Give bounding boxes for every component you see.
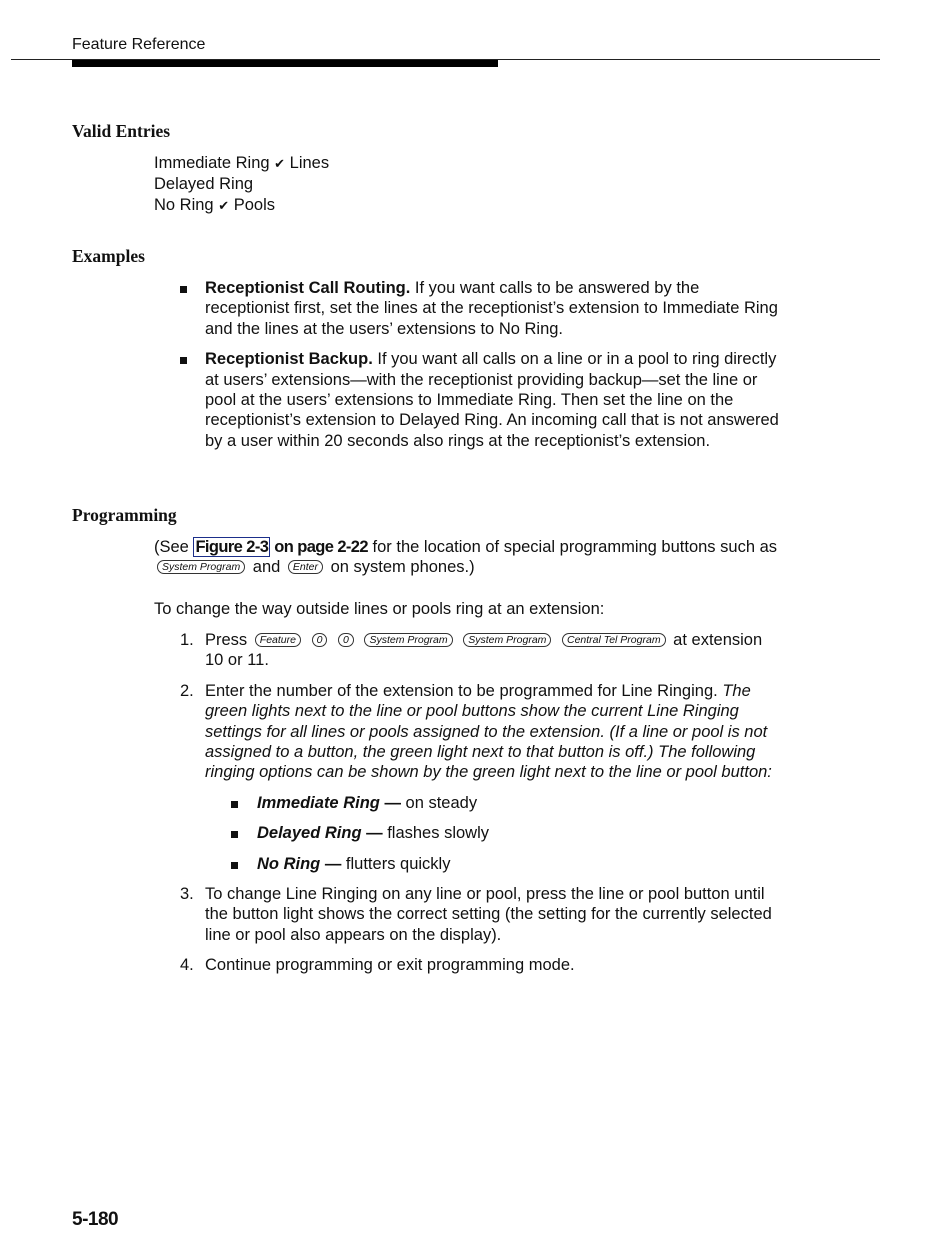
bullet-square-icon [180,286,187,293]
bullet-square-icon [231,862,238,869]
step-3: 3. To change Line Ringing on any line or pool, press the line or pool button until the button light shows the correct setting (the setting for the currently selected line or pool also appears on the display). [180,885,772,944]
ring-option: Delayed Ring — flashes slowly [230,823,780,843]
ring-option: No Ring — flutters quickly [230,854,780,874]
header-title: Feature Reference [72,36,206,53]
step-number: 1. [180,631,194,649]
key-system-program: System Program [463,633,551,647]
page-reference: on page 2-22 [270,538,368,556]
key-enter: Enter [288,560,323,574]
step-number: 2. [180,681,194,700]
valid-entry: Immediate Ring ✔ Lines [154,154,330,172]
ring-option: Immediate Ring — on steady [230,793,780,813]
figure-link[interactable]: Figure 2-3 [195,538,269,556]
step-2-note: The green lights next to the line or pool buttons show the current Line Ringing settings for all lines or pools assigned to the extension. (If a line or pool is not assigned to a button, the green light next to that button is off.) The following ringing options can be shown by the green light next to the line or pool button: [205,681,772,782]
step-4: 4. Continue programming or exit programming mode. [180,956,575,975]
bullet-square-icon [231,831,238,838]
key-feature: Feature [255,633,301,647]
programming-heading: Programming [72,505,177,525]
example-item: Receptionist Call Routing. If you want calls to be answered by the receptionist first, set the lines at the receptionist’s extension to Immediate Ring and the lines at the users’ extensions to No Ring. [180,278,780,339]
step-number: 4. [180,956,194,975]
check-icon: ✔ [274,156,286,171]
step-1: 1. Press Feature 0 0 System Program System Program Central Tel Program at extension 10 or 11. [180,631,763,670]
bullet-square-icon [231,801,238,808]
key-system-program: System Program [157,560,245,574]
examples-list [180,278,780,461]
key-zero: 0 [338,633,354,647]
key-system-program: System Program [364,633,452,647]
programming-intro: To change the way outside lines or pools ring at an extension: [154,600,605,618]
valid-entries-list [154,153,329,216]
bullet-square-icon [180,357,187,364]
key-central-tel-program: Central Tel Program [562,633,666,647]
valid-entries-heading: Valid Entries [72,121,171,141]
key-zero: 0 [312,633,328,647]
programming-note: (See Figure 2-3 on page 2-22 for the location of special programming buttons such as System Program and Enter on system phones.) [154,538,778,577]
valid-entry: No Ring ✔ Pools [154,195,275,214]
valid-entry: Delayed Ring [154,175,254,194]
programming-steps [180,630,780,986]
step-2: 2. Enter the number of the extension to be programmed for Line Ringing. The green lights next to the line or pool buttons show the current Line Ringing settings for all lines or pools assigned to the extension. (If a line or pool is not assigned to a button, the green light next to that button is off.) The following ringing options can be shown by the green light next to the line or pool button: Immediate Ring — on steady Delayed Ring — flashes slowly No Ring — flutters quickly [180,681,780,874]
examples-heading: Examples [72,246,145,266]
check-icon: ✔ [218,197,230,213]
header-bar [72,60,498,67]
example-item: Receptionist Backup. If you want all calls on a line or in a pool to ring directly at users’ extensions—with the receptionist providing backup—set the line or pool at the users’ extensions to Immediate Ring. Then set the line on the receptionist’s extension to Delayed Ring. An incoming call that is not answered by a user within 20 seconds also rings at the receptionist’s extension. [180,349,780,451]
page-number: 5-180 [72,1209,119,1230]
step-number: 3. [180,885,194,904]
